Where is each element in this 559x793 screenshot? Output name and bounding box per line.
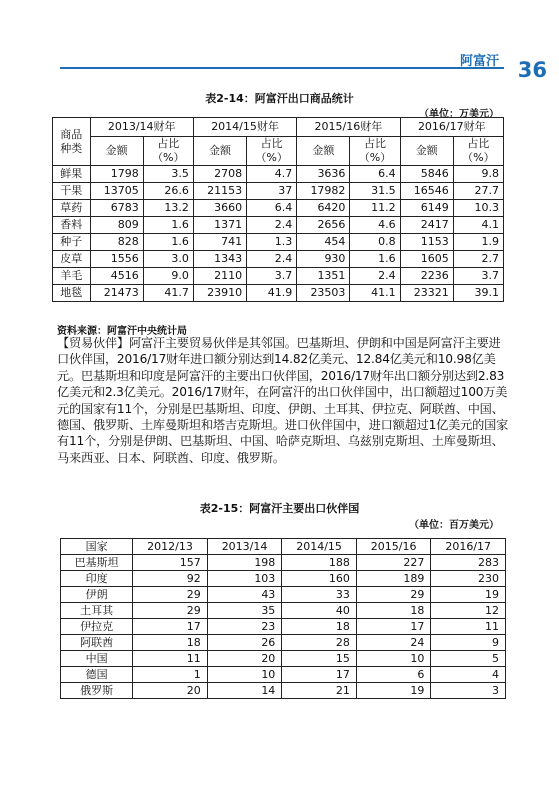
table-cell: 2110 (193, 268, 246, 285)
header-rule (60, 67, 504, 69)
table-cell: 1153 (400, 234, 453, 251)
table-cell: 5846 (400, 166, 453, 183)
table-cell: 6.4 (247, 200, 297, 217)
table-cell: 6.4 (350, 166, 400, 183)
table-cell: 1556 (90, 251, 143, 268)
commodity-name: 地毯 (53, 285, 91, 302)
table-cell: 5 (431, 651, 506, 667)
table-cell: 41.1 (350, 285, 400, 302)
trade-partner-paragraph (57, 335, 509, 466)
table-cell: 11.2 (350, 200, 400, 217)
table-cell: 1371 (193, 217, 246, 234)
share-header-line1: 占比 (260, 137, 283, 150)
table-cell: 6783 (90, 200, 143, 217)
table-row (53, 234, 504, 251)
table-cell: 19 (356, 683, 431, 699)
table-cell: 21 (282, 683, 357, 699)
table-cell: 29 (133, 587, 208, 603)
share-header (247, 137, 297, 166)
export-commodities-table (52, 117, 504, 302)
table-cell: 10 (207, 667, 282, 683)
country-name: 伊拉克 (61, 619, 133, 635)
table-cell: 92 (133, 571, 208, 587)
row-header (53, 118, 91, 166)
table-cell: 41.9 (247, 285, 297, 302)
column-header: 国家 (61, 539, 133, 555)
row-header-line2: 种类 (60, 141, 83, 155)
amount-header: 金额 (90, 137, 143, 166)
table-cell: 198 (207, 555, 282, 571)
table-cell: 9.0 (143, 268, 193, 285)
table-cell: 283 (431, 555, 506, 571)
table-row (61, 587, 506, 603)
country-name: 中国 (61, 651, 133, 667)
table-cell: 39.1 (453, 285, 503, 302)
table-cell: 230 (431, 571, 506, 587)
table-cell: 6149 (400, 200, 453, 217)
table-cell: 3636 (297, 166, 350, 183)
export-partners-table (60, 538, 506, 699)
column-header: 2013/14 (207, 539, 282, 555)
commodity-name: 干果 (53, 183, 91, 200)
table-cell: 31.5 (350, 183, 400, 200)
row-header-line1: 商品 (60, 127, 83, 141)
table-cell: 27.7 (453, 183, 503, 200)
column-header: 2012/13 (133, 539, 208, 555)
share-header (350, 137, 400, 166)
table-cell: 930 (297, 251, 350, 268)
commodity-name: 羊毛 (53, 268, 91, 285)
table-cell: 23 (207, 619, 282, 635)
share-header-line2: （%） (255, 151, 288, 164)
column-header: 2014/15 (282, 539, 357, 555)
share-header (143, 137, 193, 166)
table-cell: 160 (282, 571, 357, 587)
country-name: 印度 (61, 571, 133, 587)
table-cell: 809 (90, 217, 143, 234)
column-header: 2016/17 (431, 539, 506, 555)
table-cell: 37 (247, 183, 297, 200)
table-row (53, 200, 504, 217)
table-cell: 454 (297, 234, 350, 251)
country-name: 俄罗斯 (61, 683, 133, 699)
paragraph-text: 阿富汗主要贸易伙伴是其邻国。巴基斯坦、伊朗和中国是阿富汗主要进口伙伴国，2016/17财年进口额分别达到14.82亿美元、12.84亿美元和10.98亿美元。巴基斯坦和印度是阿富汗的主要出口伙伴国，2016/17财年出口额分别达到2.83亿美元和2.3亿美元。2016/17财年，在阿富汗的出口伙伴国中，出口额超过100万美元的国家有11个，分别是巴基斯坦、印度、伊朗、土耳其、伊拉克、阿联酋、中国、德国、俄罗斯、土库曼斯坦和塔吉克斯坦。进口伙伴国中，进口额超过1亿美元的国家有11个，分别是伊朗、巴基斯坦、中国、哈萨克斯坦、乌兹别克斯坦、土库曼斯坦、马来西亚、日本、阿联酋、印度、俄罗斯。 (57, 336, 509, 465)
table-cell: 28 (282, 635, 357, 651)
table-cell: 1.6 (143, 217, 193, 234)
table-cell: 3660 (193, 200, 246, 217)
table-cell: 15 (282, 651, 357, 667)
table-cell: 13705 (90, 183, 143, 200)
table-cell: 23503 (297, 285, 350, 302)
table2-caption: 表2-15：阿富汗主要出口伙伴国 (199, 502, 360, 515)
table-cell: 14 (207, 683, 282, 699)
chapter-title: 阿富汗 (459, 54, 499, 69)
table-cell: 2656 (297, 217, 350, 234)
table-cell: 17982 (297, 183, 350, 200)
share-header-line2: （%） (152, 151, 185, 164)
commodity-name: 鲜果 (53, 166, 91, 183)
table-cell: 1.6 (350, 251, 400, 268)
table-cell: 157 (133, 555, 208, 571)
table-cell: 23321 (400, 285, 453, 302)
table2-unit: （单位：百万美元） (409, 520, 499, 531)
table-cell: 24 (356, 635, 431, 651)
table-cell: 16546 (400, 183, 453, 200)
table-cell: 2.4 (247, 217, 297, 234)
share-header-line1: 占比 (467, 137, 490, 150)
commodity-name: 草药 (53, 200, 91, 217)
table-row (53, 285, 504, 302)
table-cell: 3.5 (143, 166, 193, 183)
table-cell: 17 (133, 619, 208, 635)
table-cell: 4.6 (350, 217, 400, 234)
table-cell: 1798 (90, 166, 143, 183)
table-cell: 21153 (193, 183, 246, 200)
table-row (61, 683, 506, 699)
year-header: 2015/16财年 (297, 118, 400, 137)
table-cell: 17 (282, 667, 357, 683)
table-cell: 188 (282, 555, 357, 571)
table-row (61, 571, 506, 587)
table-cell: 1343 (193, 251, 246, 268)
table-cell: 828 (90, 234, 143, 251)
country-name: 伊朗 (61, 587, 133, 603)
country-name: 土耳其 (61, 603, 133, 619)
table1-unit: （单位：万美元） (419, 109, 499, 120)
table-cell: 3.0 (143, 251, 193, 268)
country-name: 阿联酋 (61, 635, 133, 651)
table-cell: 35 (207, 603, 282, 619)
table-row (53, 166, 504, 183)
table-cell: 10 (356, 651, 431, 667)
table-cell: 6 (356, 667, 431, 683)
table-row (61, 619, 506, 635)
year-header: 2016/17财年 (400, 118, 503, 137)
table-cell: 1351 (297, 268, 350, 285)
table-cell: 0.8 (350, 234, 400, 251)
country-name: 巴基斯坦 (61, 555, 133, 571)
table-cell: 4.7 (247, 166, 297, 183)
table-cell: 40 (282, 603, 357, 619)
table-cell: 19 (431, 587, 506, 603)
table-cell: 20 (133, 683, 208, 699)
share-header-line2: （%） (358, 151, 392, 164)
table-cell: 189 (356, 571, 431, 587)
table-cell: 2708 (193, 166, 246, 183)
table-cell: 33 (282, 587, 357, 603)
amount-header: 金额 (193, 137, 246, 166)
table-cell: 12 (431, 603, 506, 619)
table-cell: 20 (207, 651, 282, 667)
table-row (61, 635, 506, 651)
table-cell: 1.3 (247, 234, 297, 251)
table-cell: 741 (193, 234, 246, 251)
table-cell: 4516 (90, 268, 143, 285)
amount-header: 金额 (297, 137, 350, 166)
share-header (453, 137, 503, 166)
commodity-name: 皮草 (53, 251, 91, 268)
table-cell: 2.4 (350, 268, 400, 285)
table-cell: 1.9 (453, 234, 503, 251)
table-cell: 18 (356, 603, 431, 619)
table-cell: 4.1 (453, 217, 503, 234)
table-cell: 26.6 (143, 183, 193, 200)
table-cell: 2417 (400, 217, 453, 234)
table-cell: 2.7 (453, 251, 503, 268)
table-cell: 41.7 (143, 285, 193, 302)
table-cell: 18 (282, 619, 357, 635)
table-cell: 9 (431, 635, 506, 651)
table-cell: 10.3 (453, 200, 503, 217)
table-cell: 3.7 (247, 268, 297, 285)
table-cell: 9.8 (453, 166, 503, 183)
table-cell: 3.7 (453, 268, 503, 285)
share-header-line1: 占比 (157, 137, 180, 150)
paragraph-lead: 【贸易伙伴】 (57, 336, 129, 350)
column-header: 2015/16 (356, 539, 431, 555)
table-cell: 23910 (193, 285, 246, 302)
share-header-line2: （%） (462, 151, 495, 164)
table-cell: 1 (133, 667, 208, 683)
table-row (53, 268, 504, 285)
table-cell: 29 (133, 603, 208, 619)
table-cell: 43 (207, 587, 282, 603)
table-row (61, 603, 506, 619)
table-cell: 4 (431, 667, 506, 683)
page-number: 36 (517, 58, 547, 82)
table-cell: 17 (356, 619, 431, 635)
table-cell: 2236 (400, 268, 453, 285)
table-cell: 18 (133, 635, 208, 651)
commodity-name: 香料 (53, 217, 91, 234)
commodity-name: 种子 (53, 234, 91, 251)
table-cell: 103 (207, 571, 282, 587)
table-row (61, 667, 506, 683)
table-cell: 13.2 (143, 200, 193, 217)
table-cell: 3 (431, 683, 506, 699)
table-cell: 11 (431, 619, 506, 635)
share-header-line1: 占比 (364, 137, 386, 150)
year-header: 2014/15财年 (193, 118, 296, 137)
table-cell: 227 (356, 555, 431, 571)
table-row (61, 651, 506, 667)
table-row (61, 555, 506, 571)
amount-header: 金额 (400, 137, 453, 166)
table-cell: 29 (356, 587, 431, 603)
country-name: 德国 (61, 667, 133, 683)
table-cell: 11 (133, 651, 208, 667)
table-row (53, 251, 504, 268)
table1-caption: 表2-14：阿富汗出口商品统计 (205, 92, 354, 105)
table-cell: 21473 (90, 285, 143, 302)
year-header: 2013/14财年 (90, 118, 193, 137)
table-row (53, 183, 504, 200)
table-cell: 1.6 (143, 234, 193, 251)
table-cell: 6420 (297, 200, 350, 217)
table-cell: 26 (207, 635, 282, 651)
table-row (53, 217, 504, 234)
data-source: 资料来源：阿富汗中央统计局 (57, 326, 187, 337)
table-cell: 1605 (400, 251, 453, 268)
table-cell: 2.4 (247, 251, 297, 268)
